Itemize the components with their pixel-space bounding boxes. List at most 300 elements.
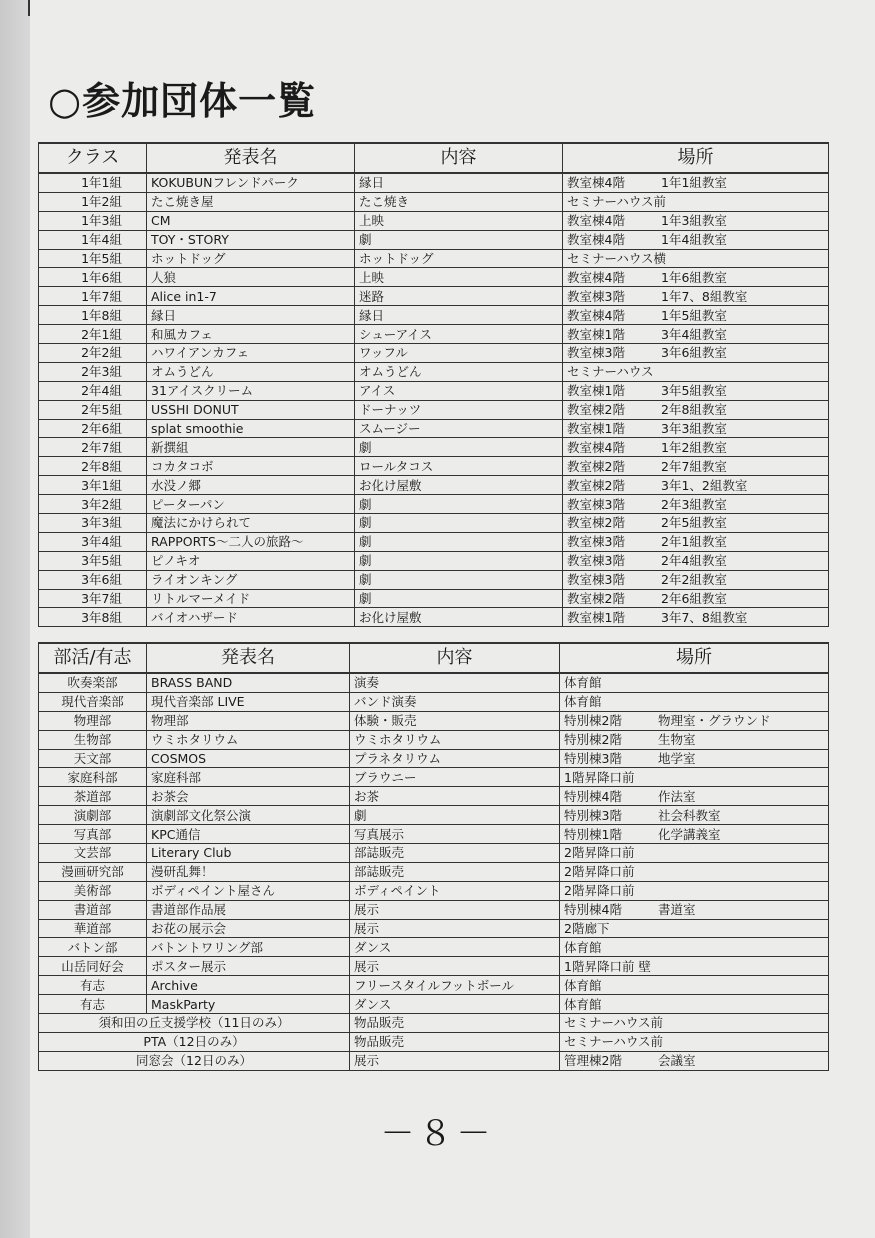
table-row [39,976,829,995]
place-room: 2年1組教室 [661,534,727,550]
table-cell-title: ボディペイント屋さん [147,881,350,900]
column-header-title: 発表名 [147,643,350,673]
table-cell-club: 写真部 [39,825,147,844]
table-row [39,268,829,287]
table-row [39,344,829,363]
table-row [39,608,829,627]
table-cell-content: ボディペイント [350,881,560,900]
table-cell-place [560,711,829,730]
table-cell-club: 漫画研究部 [39,862,147,881]
table-row [39,173,829,192]
table-cell-place [560,1032,829,1051]
table-row [39,730,829,749]
table-cell-title: 新撰組 [147,438,355,457]
table-cell-title: ホットドッグ [147,249,355,268]
page-edge [0,0,30,1238]
place-building: 2階昇降口前 [564,864,635,880]
place-room: 2年6組教室 [661,591,727,607]
table-cell-club: 吹奏楽部 [39,673,147,692]
table-cell-content: バンド演奏 [350,692,560,711]
table-cell-club: 有志 [39,976,147,995]
place-building: セミナーハウス前 [564,1015,664,1031]
table-cell-class: 2年1組 [39,325,147,344]
table-cell-place [560,1014,829,1033]
table-cell-title: 物理部 [147,711,350,730]
table-cell-title: ピーターパン [147,495,355,514]
table-row [39,362,829,381]
table-row [39,325,829,344]
column-header-place: 場所 [560,643,829,673]
table-cell-class: 1年6組 [39,268,147,287]
table-row [39,419,829,438]
table-row [39,787,829,806]
table-cell-place [563,514,829,533]
table-cell-title: USSHI DONUT [147,400,355,419]
table-cell-content: オムうどん [355,362,563,381]
table-cell-place [563,211,829,230]
place-room: 2年5組教室 [661,515,727,531]
table-cell-content: 劇 [355,514,563,533]
place-room: 1年7、8組教室 [661,288,748,304]
table-cell-title: バイオハザード [147,608,355,627]
table-cell-content: 劇 [350,806,560,825]
table-cell-content: 劇 [355,551,563,570]
table-cell-place [563,381,829,400]
table-row [39,514,829,533]
class-table-body [39,173,829,627]
table-cell-content: 上映 [355,268,563,287]
table-row [39,749,829,768]
table-cell-content: ドーナッツ [355,400,563,419]
table-cell-title: 演劇部文化祭公演 [147,806,350,825]
table-cell-class: 2年3組 [39,362,147,381]
table-cell-content: 劇 [355,570,563,589]
table-row [39,995,829,1014]
table-cell-title: 人狼 [147,268,355,287]
place-building: 教室棟4階 [567,307,625,323]
table-cell-place [563,192,829,211]
place-building: 教室棟4階 [567,175,625,191]
place-room: 3年1、2組教室 [661,477,748,493]
table-cell-content: ロールタコス [355,457,563,476]
table-cell-title: バトントワリング部 [147,938,350,957]
table-row [39,211,829,230]
table-cell-club: 文芸部 [39,844,147,863]
table-cell-title: ライオンキング [147,570,355,589]
table-cell-content: 縁日 [355,173,563,192]
table-cell-club: 物理部 [39,711,147,730]
table-cell-title: TOY・STORY [147,230,355,249]
table-row [39,673,829,692]
table-cell-content: 上映 [355,211,563,230]
table-cell-content: 劇 [355,495,563,514]
place-building: 体育館 [564,694,602,710]
table-row [39,532,829,551]
club-table [38,642,829,1071]
table-row [39,938,829,957]
place-building: 体育館 [564,939,602,955]
place-building: 教室棟1階 [567,421,625,437]
table-cell-title: 縁日 [147,306,355,325]
table-cell-place [560,787,829,806]
place-room: 化学講義室 [658,826,721,842]
place-building: 教室棟1階 [567,383,625,399]
table-cell-content: 部誌販売 [350,844,560,863]
table-row [39,381,829,400]
place-building: 特別棟2階 [564,732,622,748]
table-row [39,862,829,881]
table-cell-class: 1年8組 [39,306,147,325]
table-cell-class: 3年7組 [39,589,147,608]
place-room: 2年3組教室 [661,496,727,512]
table-cell-club: 有志 [39,995,147,1014]
table-cell-content: 劇 [355,230,563,249]
place-building: 教室棟3階 [567,496,625,512]
table-cell-title: 現代音楽部 LIVE [147,692,350,711]
table-row [39,400,829,419]
place-building: 教室棟4階 [567,213,625,229]
table-cell-class: 3年4組 [39,532,147,551]
table-cell-content: たこ焼き [355,192,563,211]
place-room: 3年4組教室 [661,326,727,342]
table-cell-title: お花の展示会 [147,919,350,938]
column-header-title: 発表名 [147,143,355,173]
table-cell-title: Literary Club [147,844,350,863]
page-number: －８－ [380,1114,495,1154]
place-room: 会議室 [658,1053,696,1069]
table-cell-content: フリースタイルフットボール [350,976,560,995]
page-title: ○参加団体一覧 [48,79,317,123]
place-building: セミナーハウス前 [564,1034,664,1050]
place-building: 2階昇降口前 [564,883,635,899]
place-room: 1年2組教室 [661,439,727,455]
table-cell-club: 演劇部 [39,806,147,825]
table-cell-class: 2年5組 [39,400,147,419]
table-cell-title: ウミホタリウム [147,730,350,749]
table-cell-title: コカタコボ [147,457,355,476]
table-cell-place [563,438,829,457]
table-cell-place [560,938,829,957]
table-cell-title: 和風カフェ [147,325,355,344]
place-building: 体育館 [564,977,602,993]
table-cell-title: ピノキオ [147,551,355,570]
table-cell-class: 3年1組 [39,476,147,495]
table-cell-content: ワッフル [355,344,563,363]
table-cell-club: 生物部 [39,730,147,749]
table-cell-place [560,844,829,863]
place-room: 2年7組教室 [661,458,727,474]
table-cell-club: 家庭科部 [39,768,147,787]
place-room: 社会科教室 [658,807,721,823]
table-row [39,589,829,608]
table-cell-title: 水没ノ郷 [147,476,355,495]
table-cell-title: ポスター展示 [147,957,350,976]
table-cell-content: 展示 [350,957,560,976]
table-row [39,711,829,730]
table-cell-club: 天文部 [39,749,147,768]
table-cell-title: Alice in1-7 [147,287,355,306]
place-building: セミナーハウス横 [567,251,667,266]
table-cell-title: 31アイスクリーム [147,381,355,400]
table-cell-class: 1年3組 [39,211,147,230]
table-cell-class: 3年2組 [39,495,147,514]
table-row [39,551,829,570]
place-room: 3年5組教室 [661,383,727,399]
table-cell-place [563,268,829,287]
table-cell-class: 1年2組 [39,192,147,211]
table-cell-class: 2年2組 [39,344,147,363]
place-building: 教室棟4階 [567,232,625,248]
table-cell-place [563,551,829,570]
place-building: 教室棟3階 [567,534,625,550]
place-room: 1年5組教室 [661,307,727,323]
table-row [39,192,829,211]
table-cell-club: 現代音楽部 [39,692,147,711]
class-table-header [39,143,829,173]
table-cell-place [563,495,829,514]
place-building: 特別棟2階 [564,713,622,729]
table-cell-class: 1年7組 [39,287,147,306]
table-cell-content: 展示 [350,1051,560,1070]
place-room: 1年3組教室 [661,213,727,229]
place-building: 教室棟2階 [567,402,625,418]
column-header-club: 部活/有志 [39,643,147,673]
table-cell-content: 体験・販売 [350,711,560,730]
table-row [39,1014,829,1033]
table-cell-title: オムうどん [147,362,355,381]
table-cell-content: 劇 [355,589,563,608]
table-row [39,900,829,919]
place-room: 3年3組教室 [661,421,727,437]
table-cell-title: お茶会 [147,787,350,806]
table-cell-place [563,362,829,381]
table-row [39,230,829,249]
table-cell-group: PTA（12日のみ） [39,1032,350,1051]
table-cell-place [560,730,829,749]
table-row [39,476,829,495]
table-cell-content: アイス [355,381,563,400]
table-cell-content: 劇 [355,532,563,551]
table-row [39,825,829,844]
table-cell-content: 迷路 [355,287,563,306]
table-cell-content: 劇 [355,438,563,457]
column-header-class: クラス [39,143,147,173]
table-cell-title: 書道部作品展 [147,900,350,919]
place-building: 特別棟3階 [564,807,622,823]
table-cell-place [560,976,829,995]
table-cell-group: 須和田の丘支援学校（11日のみ） [39,1014,350,1033]
column-header-content: 内容 [350,643,560,673]
table-cell-place [560,768,829,787]
place-building: 2階廊下 [564,921,610,937]
column-header-content: 内容 [355,143,563,173]
table-cell-class: 3年3組 [39,514,147,533]
table-cell-class: 3年8組 [39,608,147,627]
table-cell-place [560,673,829,692]
table-cell-class: 2年6組 [39,419,147,438]
place-room: 1年1組教室 [661,175,727,191]
table-cell-class: 2年7組 [39,438,147,457]
table-cell-place [560,919,829,938]
table-row [39,495,829,514]
table-cell-place [563,608,829,627]
place-building: 教室棟3階 [567,288,625,304]
table-cell-content: 写真展示 [350,825,560,844]
place-building: セミナーハウス [567,364,654,380]
table-cell-title: RAPPORTS～二人の旅路～ [147,532,355,551]
table-cell-content: 部誌販売 [350,862,560,881]
place-building: セミナーハウス前 [567,194,667,210]
table-cell-title: 魔法にかけられて [147,514,355,533]
place-building: 教室棟2階 [567,515,625,531]
table-cell-place [560,806,829,825]
table-row [39,768,829,787]
table-cell-content: お化け屋敷 [355,476,563,495]
table-cell-title: splat smoothie [147,419,355,438]
table-cell-title: MaskParty [147,995,350,1014]
table-cell-title: KPC通信 [147,825,350,844]
table-cell-place [563,419,829,438]
table-cell-title: 家庭科部 [147,768,350,787]
table-cell-content: 展示 [350,900,560,919]
table-cell-content: 物品販売 [350,1032,560,1051]
table-cell-place [563,306,829,325]
table-cell-class: 1年1組 [39,173,147,192]
place-building: 教室棟4階 [567,439,625,455]
place-building: 1階昇降口前 [564,769,635,785]
class-table [38,142,829,627]
place-building: 教室棟1階 [567,609,625,625]
table-cell-class: 2年8組 [39,457,147,476]
table-cell-place [560,1051,829,1070]
table-row [39,438,829,457]
place-room: 物理室・グラウンド [658,713,771,729]
table-cell-place [560,749,829,768]
place-building: 特別棟4階 [564,788,622,804]
table-cell-class: 1年4組 [39,230,147,249]
table-row [39,806,829,825]
table-cell-place [563,344,829,363]
table-cell-content: 演奏 [350,673,560,692]
place-room: 2年4組教室 [661,553,727,569]
club-table-body [39,673,829,1070]
place-room: 書道室 [658,902,696,918]
table-cell-place [560,692,829,711]
table-row [39,881,829,900]
place-room: 3年6組教室 [661,345,727,361]
table-cell-place [563,249,829,268]
table-row [39,570,829,589]
table-cell-content: 縁日 [355,306,563,325]
place-building: 教室棟4階 [567,269,625,285]
table-cell-content: お化け屋敷 [355,608,563,627]
table-cell-club: 山岳同好会 [39,957,147,976]
place-room: 生物室 [658,732,696,748]
table-cell-content: ホットドッグ [355,249,563,268]
table-cell-place [560,957,829,976]
table-cell-club: 美術部 [39,881,147,900]
table-cell-content: スムージー [355,419,563,438]
table-cell-class: 1年5組 [39,249,147,268]
place-room: 1年4組教室 [661,232,727,248]
table-cell-group: 同窓会（12日のみ） [39,1051,350,1070]
table-cell-title: リトルマーメイド [147,589,355,608]
table-cell-content: お茶 [350,787,560,806]
table-cell-club: バトン部 [39,938,147,957]
table-row [39,1032,829,1051]
place-building: 特別棟3階 [564,751,622,766]
table-cell-content: 物品販売 [350,1014,560,1033]
table-cell-place [563,476,829,495]
table-cell-place [563,589,829,608]
table-cell-place [560,881,829,900]
table-cell-content: ダンス [350,938,560,957]
table-row [39,957,829,976]
table-cell-place [563,325,829,344]
table-cell-content: ウミホタリウム [350,730,560,749]
place-building: 特別棟4階 [564,902,622,918]
table-row [39,457,829,476]
place-room: 3年7、8組教室 [661,609,748,625]
table-row [39,306,829,325]
column-header-place: 場所 [563,143,829,173]
table-row [39,287,829,306]
table-cell-place [563,230,829,249]
table-cell-title: BRASS BAND [147,673,350,692]
place-building: 教室棟2階 [567,458,625,474]
table-row [39,844,829,863]
table-cell-content: ダンス [350,995,560,1014]
table-cell-place [563,173,829,192]
table-cell-club: 書道部 [39,900,147,919]
table-cell-place [560,825,829,844]
place-building: 1階昇降口前 壁 [564,958,651,974]
place-building: 教室棟2階 [567,477,625,493]
table-cell-title: 漫研乱舞！ [147,862,350,881]
place-building: 教室棟3階 [567,553,625,569]
place-building: 2階昇降口前 [564,845,635,861]
table-cell-title: CM [147,211,355,230]
place-building: 体育館 [564,675,602,691]
club-table-header [39,643,829,673]
table-cell-content: シューアイス [355,325,563,344]
place-room: 作法室 [658,788,696,804]
table-cell-place [560,995,829,1014]
place-building: 管理棟2階 [564,1053,622,1069]
place-building: 教室棟3階 [567,345,625,361]
table-cell-place [563,287,829,306]
table-cell-place [560,862,829,881]
table-cell-title: Archive [147,976,350,995]
table-cell-place [563,457,829,476]
table-cell-content: ブラウニー [350,768,560,787]
table-cell-content: プラネタリウム [350,749,560,768]
place-building: 教室棟2階 [567,591,625,607]
place-room: 2年8組教室 [661,402,727,418]
table-cell-title: たこ焼き屋 [147,192,355,211]
table-cell-place [563,570,829,589]
table-cell-title: ハワイアンカフェ [147,344,355,363]
table-cell-class: 2年4組 [39,381,147,400]
place-room: 1年6組教室 [661,269,727,285]
table-row [39,1051,829,1070]
table-cell-class: 3年5組 [39,551,147,570]
table-cell-place [563,400,829,419]
place-building: 体育館 [564,996,602,1012]
table-row [39,249,829,268]
place-building: 教室棟3階 [567,572,625,588]
table-row [39,692,829,711]
